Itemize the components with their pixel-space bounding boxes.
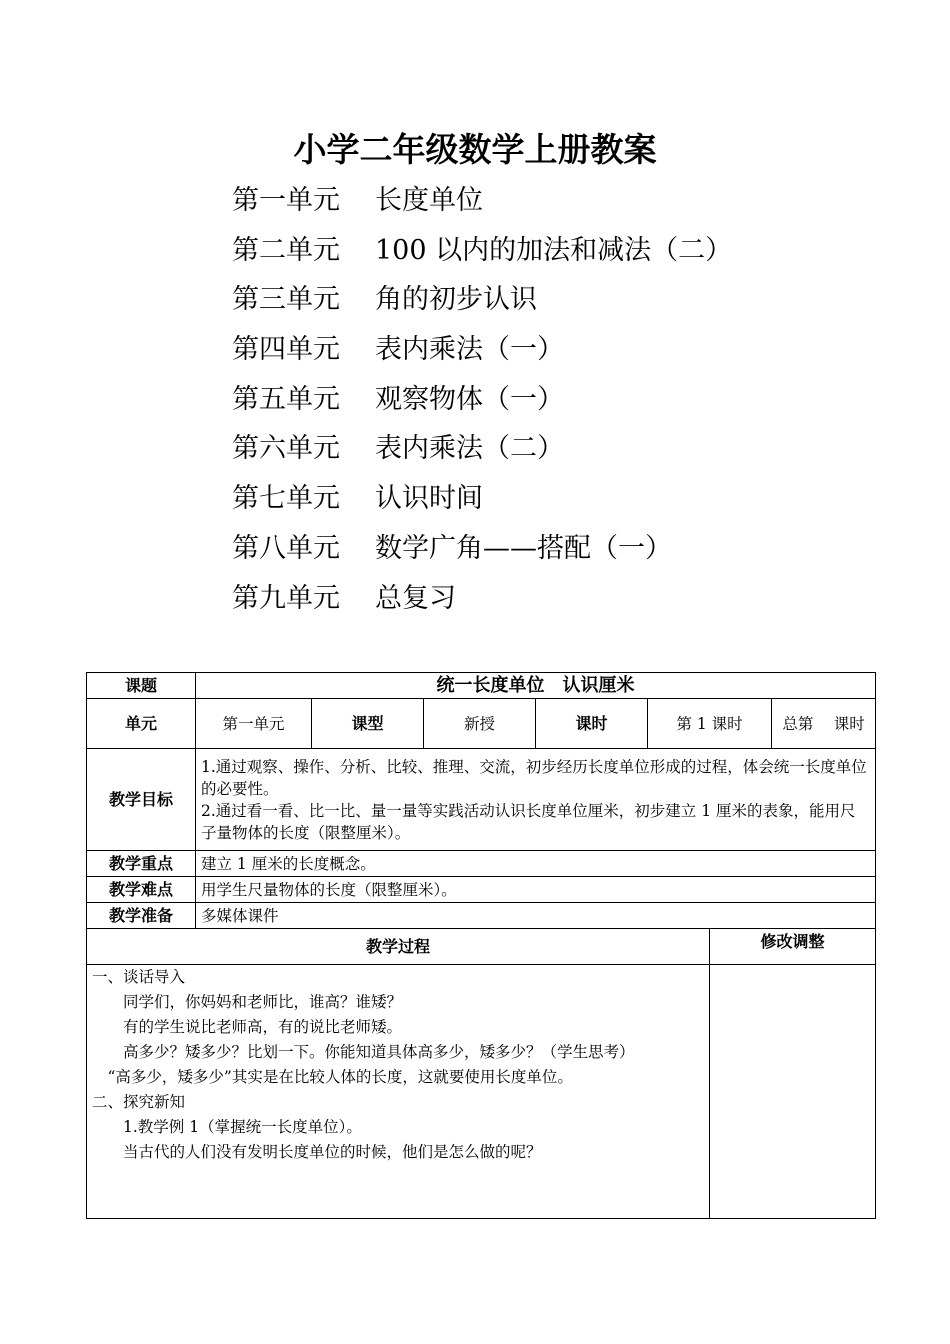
total-period: 总第 课时 bbox=[772, 699, 876, 749]
topic-label: 课题 bbox=[87, 673, 196, 699]
unit-number: 第七单元 bbox=[232, 483, 340, 515]
unit-number: 第九单元 bbox=[232, 582, 340, 614]
goals-cell bbox=[196, 749, 876, 851]
process-line: 一、谈话导入 bbox=[92, 968, 186, 986]
process-line: 当古代的人们没有发明长度单位的时候，他们是怎么做的呢？ bbox=[123, 1143, 542, 1161]
unit-name: 100 以内的加法和减法（二） bbox=[375, 234, 733, 266]
unit-name: 长度单位 bbox=[375, 185, 483, 216]
unit-number: 第四单元 bbox=[232, 334, 340, 366]
unit-number: 第三单元 bbox=[232, 284, 340, 316]
key-label: 教学重点 bbox=[87, 851, 196, 877]
lesson-plan-table bbox=[86, 672, 876, 1219]
process-line: “高多少，矮多少”其实是在比较人体的长度，这就要使用长度单位。 bbox=[107, 1068, 573, 1086]
process-line: 同学们，你妈妈和老师比，谁高？谁矮？ bbox=[123, 993, 403, 1011]
unit-number: 第六单元 bbox=[232, 433, 340, 465]
prep-value: 多媒体课件 bbox=[196, 903, 876, 929]
unit-number: 第一单元 bbox=[232, 185, 340, 216]
unit-item bbox=[232, 176, 732, 226]
unit-name: 表内乘法（二） bbox=[375, 433, 564, 465]
prep-label: 教学准备 bbox=[87, 903, 196, 929]
unit-number: 第二单元 bbox=[232, 234, 340, 266]
unit-value: 第一单元 bbox=[196, 699, 312, 749]
goal-item: 2.通过看一看、比一比、量一量等实践活动认识长度单位厘米，初步建立 1 厘米的表象，能用尺子量物体的长度（限整厘米）。 bbox=[201, 801, 856, 842]
unit-item bbox=[232, 226, 732, 276]
document-title: 小学二年级数学上册教案 bbox=[293, 130, 657, 169]
unit-item bbox=[232, 424, 732, 474]
unit-name: 认识时间 bbox=[375, 483, 483, 515]
goal-item: 1.通过观察、操作、分析、比较、推理、交流，初步经历长度单位形成的过程，体会统一长度单位的必要性。 bbox=[201, 757, 867, 798]
process-line: 二、探究新知 bbox=[92, 1093, 186, 1111]
difficulty-value: 用学生尺量物体的长度（限整厘米）。 bbox=[196, 877, 876, 903]
unit-list bbox=[232, 176, 732, 623]
type-label: 课型 bbox=[312, 699, 424, 749]
unit-name: 总复习 bbox=[375, 582, 456, 614]
process-header: 教学过程 bbox=[87, 929, 710, 965]
process-line: 有的学生说比老师高，有的说比老师矮。 bbox=[123, 1018, 403, 1036]
process-line: 高多少？矮多少？比划一下。你能知道具体高多少，矮多少？（学生思考） bbox=[123, 1043, 635, 1061]
period-value: 第 1 课时 bbox=[648, 699, 772, 749]
unit-item bbox=[232, 375, 732, 425]
unit-name: 数学广角——搭配（一） bbox=[375, 532, 672, 564]
adjust-header: 修改调整 bbox=[710, 929, 876, 965]
unit-number: 第五单元 bbox=[232, 383, 340, 415]
unit-item bbox=[232, 325, 732, 375]
adjust-content bbox=[710, 965, 876, 1219]
unit-number: 第八单元 bbox=[232, 532, 340, 564]
process-line: 1.教学例 1（掌握统一长度单位）。 bbox=[123, 1118, 362, 1136]
unit-name: 角的初步认识 bbox=[375, 284, 537, 316]
unit-label: 单元 bbox=[87, 699, 196, 749]
unit-item bbox=[232, 275, 732, 325]
lesson-topic: 统一长度单位 认识厘米 bbox=[196, 673, 876, 699]
unit-item bbox=[232, 474, 732, 524]
unit-name: 表内乘法（一） bbox=[375, 334, 564, 366]
key-value: 建立 1 厘米的长度概念。 bbox=[196, 851, 876, 877]
unit-item bbox=[232, 574, 732, 624]
unit-name: 观察物体（一） bbox=[375, 383, 564, 415]
unit-item bbox=[232, 524, 732, 574]
type-value: 新授 bbox=[424, 699, 536, 749]
goals-label: 教学目标 bbox=[87, 749, 196, 851]
period-label: 课时 bbox=[536, 699, 648, 749]
process-content bbox=[87, 965, 710, 1219]
difficulty-label: 教学难点 bbox=[87, 877, 196, 903]
